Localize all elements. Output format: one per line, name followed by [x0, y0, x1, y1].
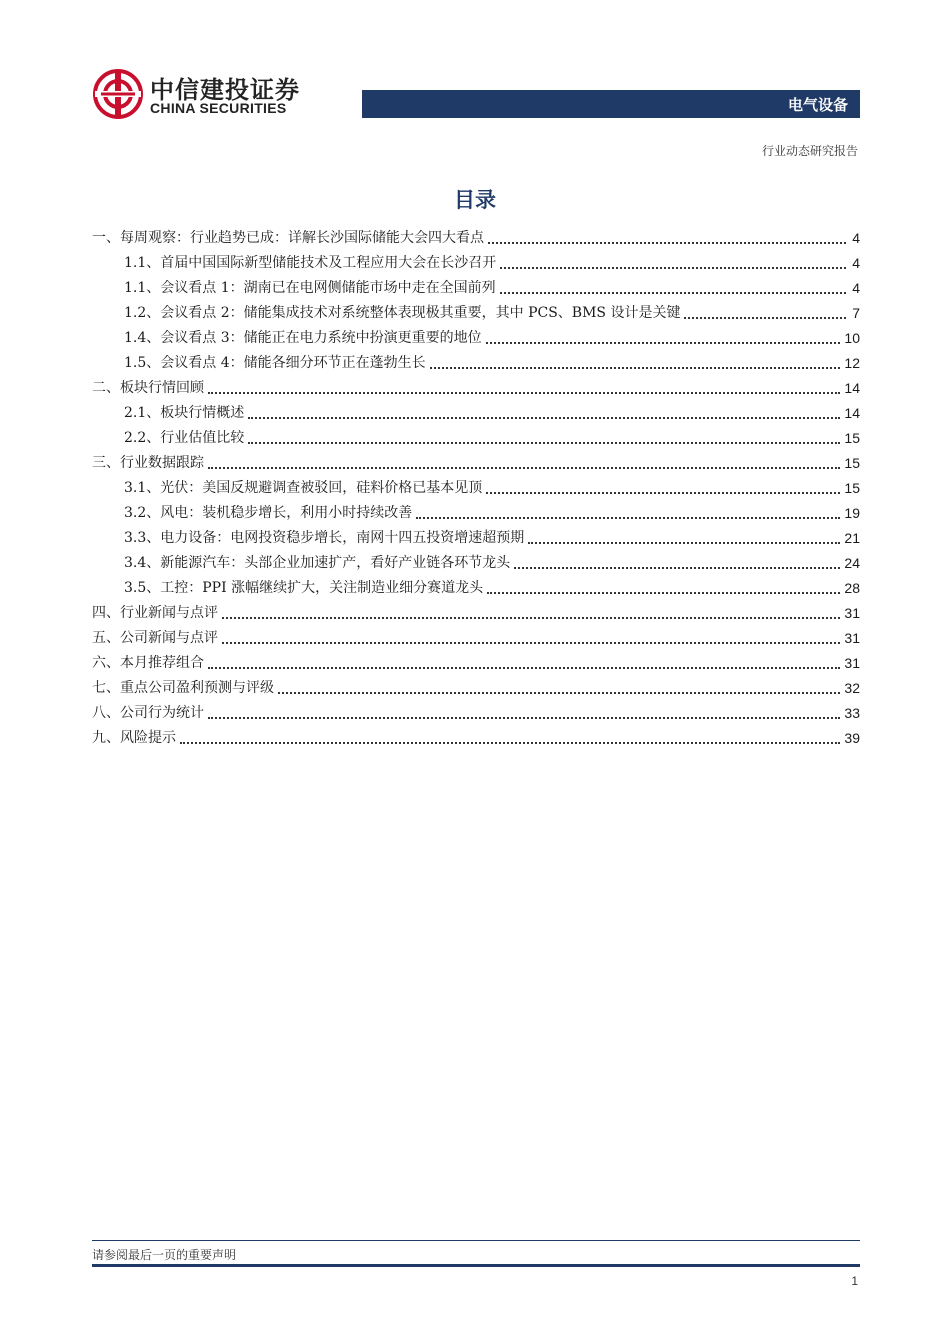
toc-leader-dots	[430, 367, 841, 369]
toc-entry-text: 三、行业数据跟踪	[92, 455, 204, 471]
toc-entry[interactable]	[92, 251, 860, 276]
page-number: 1	[851, 1274, 858, 1288]
toc-entry[interactable]	[92, 726, 860, 751]
toc-leader-dots	[416, 517, 840, 519]
toc-entry-page: 31	[844, 655, 860, 671]
toc-entry-text: 1.4、会议看点 3：储能正在电力系统中扮演更重要的地位	[124, 330, 482, 346]
toc-entry-page: 24	[844, 555, 860, 571]
toc-leader-dots	[528, 542, 840, 544]
toc-leader-dots	[488, 242, 846, 244]
toc-entry-page: 4	[852, 280, 860, 296]
toc-entry[interactable]	[92, 601, 860, 626]
toc-entry[interactable]	[92, 676, 860, 701]
toc-leader-dots	[208, 717, 840, 719]
toc-entry-page: 14	[844, 380, 860, 396]
toc-entry-text: 六、本月推荐组合	[92, 655, 204, 671]
toc-entry-text: 七、重点公司盈利预测与评级	[92, 680, 274, 696]
toc-entry[interactable]	[92, 401, 860, 426]
sector-banner	[362, 90, 860, 118]
toc-entry-page: 32	[844, 680, 860, 696]
toc-leader-dots	[248, 442, 840, 444]
toc-entry[interactable]	[92, 526, 860, 551]
toc-leader-dots	[500, 292, 846, 294]
toc-entry-text: 九、风险提示	[92, 730, 176, 746]
toc-entry[interactable]	[92, 276, 860, 301]
toc-entry-text: 1.1、会议看点 1：湖南已在电网侧储能市场中走在全国前列	[124, 280, 496, 296]
toc-entry-page: 39	[844, 730, 860, 746]
toc-entry-page: 31	[844, 605, 860, 621]
toc-leader-dots	[487, 592, 840, 594]
toc-entry-text: 1.5、会议看点 4：储能各细分环节正在蓬勃生长	[124, 355, 426, 371]
brand-name-cn: 中信建投证券	[150, 76, 300, 104]
toc-entry-page: 4	[852, 255, 860, 271]
brand-name-en: CHINA SECURITIES	[150, 100, 287, 116]
toc-leader-dots	[180, 742, 840, 744]
toc-entry-page: 33	[844, 705, 860, 721]
toc-entry[interactable]	[92, 376, 860, 401]
toc-entry-page: 12	[844, 355, 860, 371]
toc-entry-page: 15	[844, 480, 860, 496]
toc-entry-page: 19	[844, 505, 860, 521]
table-of-contents	[92, 226, 860, 751]
toc-title: 目录	[454, 188, 496, 212]
report-type: 行业动态研究报告	[761, 144, 858, 158]
toc-leader-dots	[248, 417, 840, 419]
toc-entry[interactable]	[92, 226, 860, 251]
toc-entry[interactable]	[92, 426, 860, 451]
toc-entry-text: 1.2、会议看点 2：储能集成技术对系统整体表现极其重要，其中 PCS、BMS 设计是关键	[124, 305, 681, 321]
company-logo	[92, 68, 322, 124]
toc-leader-dots	[208, 467, 840, 469]
toc-entry[interactable]	[92, 576, 860, 601]
toc-entry[interactable]	[92, 501, 860, 526]
toc-entry[interactable]	[92, 551, 860, 576]
toc-entry-page: 31	[844, 630, 860, 646]
toc-leader-dots	[222, 617, 840, 619]
toc-entry-page: 21	[844, 530, 860, 546]
toc-leader-dots	[684, 317, 846, 319]
footer-rule	[92, 1264, 860, 1267]
toc-entry-text: 四、行业新闻与点评	[92, 605, 218, 621]
toc-leader-dots	[278, 692, 840, 694]
disclaimer-note: 请参阅最后一页的重要声明	[92, 1248, 237, 1262]
toc-entry-text: 八、公司行为统计	[92, 705, 204, 721]
toc-entry-text: 3.5、工控：PPI 涨幅继续扩大，关注制造业细分赛道龙头	[124, 580, 484, 596]
toc-entry[interactable]	[92, 451, 860, 476]
toc-entry-text: 3.1、光伏：美国反规避调查被驳回，硅料价格已基本见顶	[124, 480, 483, 496]
toc-leader-dots	[500, 267, 846, 269]
toc-entry-text: 2.1、板块行情概述	[124, 405, 245, 421]
toc-entry-page: 28	[844, 580, 860, 596]
toc-entry-page: 7	[852, 305, 860, 321]
toc-entry-page: 14	[844, 405, 860, 421]
toc-leader-dots	[486, 342, 841, 344]
toc-entry-page: 15	[844, 455, 860, 471]
toc-leader-dots	[514, 567, 840, 569]
toc-entry-text: 2.2、行业估值比较	[124, 430, 245, 446]
toc-entry-text: 3.3、电力设备：电网投资稳步增长，南网十四五投资增速超预期	[124, 530, 525, 546]
toc-entry[interactable]	[92, 626, 860, 651]
toc-entry[interactable]	[92, 351, 860, 376]
toc-entry[interactable]	[92, 301, 860, 326]
toc-entry[interactable]	[92, 476, 860, 501]
toc-entry-text: 3.2、风电：装机稳步增长，利用小时持续改善	[124, 505, 413, 521]
citic-logo-icon	[92, 68, 144, 120]
toc-entry-text: 一、每周观察：行业趋势已成：详解长沙国际储能大会四大看点	[92, 230, 484, 246]
toc-entry-text: 二、板块行情回顾	[92, 380, 204, 396]
toc-entry-text: 五、公司新闻与点评	[92, 630, 218, 646]
toc-leader-dots	[222, 642, 840, 644]
sector-label: 电气设备	[787, 96, 848, 114]
toc-entry-page: 4	[852, 230, 860, 246]
toc-entry-page: 10	[844, 330, 860, 346]
toc-entry-text: 3.4、新能源汽车：头部企业加速扩产，看好产业链各环节龙头	[124, 555, 511, 571]
toc-entry-text: 1.1、首届中国国际新型储能技术及工程应用大会在长沙召开	[124, 255, 497, 271]
toc-entry[interactable]	[92, 701, 860, 726]
toc-leader-dots	[486, 492, 840, 494]
toc-entry-page: 15	[844, 430, 860, 446]
toc-leader-dots	[208, 392, 840, 394]
toc-entry[interactable]	[92, 326, 860, 351]
footer-divider	[92, 1240, 860, 1241]
toc-leader-dots	[208, 667, 840, 669]
toc-entry[interactable]	[92, 651, 860, 676]
